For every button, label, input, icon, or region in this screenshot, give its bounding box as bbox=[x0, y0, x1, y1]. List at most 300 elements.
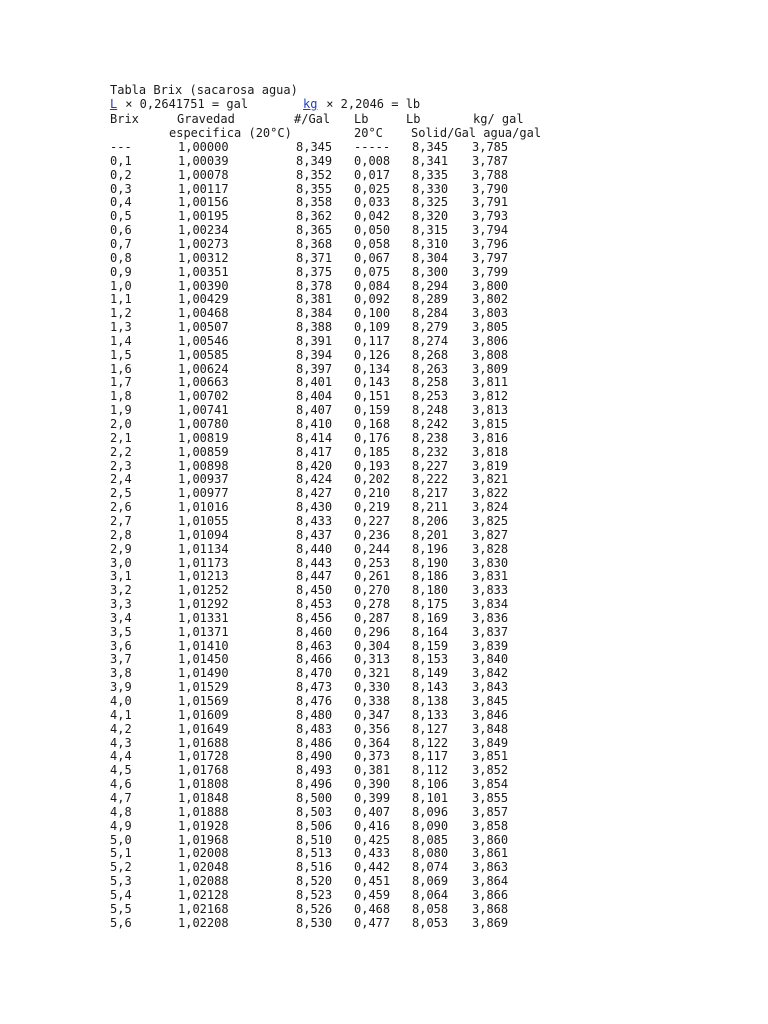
lb-solid-cell: 0,451 bbox=[354, 874, 391, 888]
lb-per-gal-cell: 8,358 bbox=[296, 195, 333, 210]
kg-per-gal-cell: 3,836 bbox=[472, 610, 509, 625]
lb-solid-cell: 0,075 bbox=[354, 264, 391, 279]
lb-solid-cell: 0,151 bbox=[354, 389, 391, 404]
kg-per-gal-cell: 3,831 bbox=[472, 569, 509, 584]
lb-solid-cell: 0,304 bbox=[354, 638, 391, 653]
gravedad-cell: 1,00546 bbox=[178, 333, 229, 348]
gravedad-cell: 1,01450 bbox=[178, 652, 229, 667]
brix-cell: 3,4 bbox=[110, 610, 132, 625]
lb-per-gal-cell: 8,362 bbox=[296, 209, 333, 224]
brix-cell: 1,2 bbox=[110, 306, 132, 321]
lb-agua-cell: 8,180 bbox=[412, 583, 449, 598]
gravedad-cell: 1,01094 bbox=[178, 527, 229, 542]
brix-cell: 2,2 bbox=[110, 444, 132, 459]
lb-per-gal-cell: 8,384 bbox=[296, 306, 333, 321]
brix-cell: 1,9 bbox=[110, 403, 132, 418]
kg-per-gal-cell: 3,848 bbox=[472, 721, 509, 736]
header-lb-solid: Lb bbox=[354, 112, 369, 126]
lb-solid-cell: 0,270 bbox=[354, 583, 391, 598]
kg-per-gal-cell: 3,791 bbox=[472, 195, 509, 210]
brix-cell: 5,3 bbox=[110, 874, 132, 888]
lb-per-gal-cell: 8,391 bbox=[296, 333, 333, 348]
lb-agua-cell: 8,330 bbox=[412, 181, 449, 196]
gravedad-cell: 1,01292 bbox=[178, 597, 229, 611]
brix-cell: 4,2 bbox=[110, 721, 132, 736]
brix-cell: 2,3 bbox=[110, 458, 132, 473]
lb-solid-cell: 0,296 bbox=[354, 624, 391, 639]
lb-agua-cell: 8,106 bbox=[412, 777, 449, 792]
lb-solid-cell: 0,159 bbox=[354, 403, 391, 418]
lb-solid-cell: 0,126 bbox=[354, 347, 391, 362]
kg-per-gal-cell: 3,822 bbox=[472, 486, 509, 501]
gravedad-cell: 1,02048 bbox=[178, 860, 229, 875]
brix-cell: 0,8 bbox=[110, 250, 132, 265]
gravedad-cell: 1,00156 bbox=[178, 195, 229, 210]
gravedad-cell: 1,01649 bbox=[178, 721, 229, 736]
conversion-liters-line bbox=[110, 97, 249, 111]
header-gravedad: Gravedad bbox=[177, 112, 235, 126]
lb-solid-cell: 0,425 bbox=[354, 832, 391, 847]
lb-per-gal-cell: 8,365 bbox=[296, 223, 333, 238]
kg-per-gal-cell: 3,843 bbox=[472, 680, 509, 695]
brix-cell: 3,8 bbox=[110, 666, 132, 681]
lb-agua-cell: 8,345 bbox=[412, 140, 449, 154]
kg-per-gal-cell: 3,793 bbox=[472, 209, 509, 224]
lb-agua-cell: 8,201 bbox=[412, 527, 449, 542]
lb-agua-cell: 8,242 bbox=[412, 417, 449, 431]
gravedad-cell: 1,00351 bbox=[178, 264, 229, 279]
brix-cell: 3,2 bbox=[110, 583, 132, 598]
brix-cell: 4,0 bbox=[110, 694, 132, 708]
liters-link[interactable]: L bbox=[110, 97, 118, 111]
lb-agua-cell: 8,153 bbox=[412, 652, 449, 667]
brix-cell: 1,4 bbox=[110, 333, 132, 348]
brix-cell: 2,1 bbox=[110, 430, 132, 445]
gravedad-cell: 1,01213 bbox=[178, 569, 229, 584]
brix-cell: 4,6 bbox=[110, 777, 132, 792]
kg-per-gal-cell: 3,866 bbox=[472, 887, 509, 902]
gravedad-cell: 1,02168 bbox=[178, 901, 229, 916]
lb-solid-cell: 0,381 bbox=[354, 763, 391, 778]
lb-per-gal-cell: 8,352 bbox=[296, 167, 333, 182]
brix-cell: 0,5 bbox=[110, 209, 132, 224]
lb-solid-cell: 0,407 bbox=[354, 804, 391, 819]
gravedad-cell: 1,00780 bbox=[178, 417, 229, 431]
lb-solid-cell: 0,459 bbox=[354, 887, 391, 902]
brix-cell: 3,7 bbox=[110, 652, 132, 667]
kg-per-gal-cell: 3,800 bbox=[472, 278, 509, 293]
lb-per-gal-cell: 8,480 bbox=[296, 707, 333, 722]
lb-per-gal-cell: 8,526 bbox=[296, 901, 333, 916]
lb-per-gal-cell: 8,440 bbox=[296, 541, 333, 556]
lb-per-gal-cell: 8,513 bbox=[296, 846, 333, 861]
kg-conversion-text: × 2,2046 = lb bbox=[319, 97, 421, 111]
lb-agua-cell: 8,211 bbox=[412, 500, 449, 515]
lb-solid-cell: 0,193 bbox=[354, 458, 391, 473]
kg-per-gal-cell: 3,828 bbox=[472, 541, 509, 556]
lb-solid-cell: 0,356 bbox=[354, 721, 391, 736]
gravedad-cell: 1,00977 bbox=[178, 486, 229, 501]
brix-cell: 2,6 bbox=[110, 500, 132, 515]
gravedad-cell: 1,01609 bbox=[178, 707, 229, 722]
lb-per-gal-cell: 8,368 bbox=[296, 236, 333, 251]
brix-cell: 4,4 bbox=[110, 749, 132, 764]
lb-agua-cell: 8,284 bbox=[412, 306, 449, 321]
gravedad-cell: 1,00039 bbox=[178, 153, 229, 168]
kg-per-gal-cell: 3,821 bbox=[472, 472, 509, 487]
lb-per-gal-cell: 8,516 bbox=[296, 860, 333, 875]
liters-conversion-text: × 0,2641751 = gal bbox=[118, 97, 249, 111]
lb-solid-cell: 0,176 bbox=[354, 430, 391, 445]
kg-per-gal-cell: 3,858 bbox=[472, 818, 509, 833]
lb-solid-cell: 0,278 bbox=[354, 597, 391, 611]
lb-agua-cell: 8,279 bbox=[412, 320, 449, 334]
lb-agua-cell: 8,069 bbox=[412, 874, 449, 888]
kg-per-gal-cell: 3,811 bbox=[472, 375, 509, 390]
lb-solid-cell: 0,117 bbox=[354, 333, 391, 348]
header-solid-agua: Solid/Gal agua/gal bbox=[411, 126, 542, 140]
kg-per-gal-cell: 3,812 bbox=[472, 389, 509, 404]
lb-agua-cell: 8,294 bbox=[412, 278, 449, 293]
lb-agua-cell: 8,206 bbox=[412, 514, 449, 528]
lb-per-gal-cell: 8,394 bbox=[296, 347, 333, 362]
lb-agua-cell: 8,149 bbox=[412, 666, 449, 681]
gravedad-cell: 1,00234 bbox=[178, 223, 229, 238]
gravedad-cell: 1,01410 bbox=[178, 638, 229, 653]
brix-cell: 5,1 bbox=[110, 846, 132, 861]
kg-per-gal-cell: 3,851 bbox=[472, 749, 509, 764]
brix-cell: 1,0 bbox=[110, 278, 132, 293]
brix-cell: 3,3 bbox=[110, 597, 132, 611]
lb-per-gal-cell: 8,490 bbox=[296, 749, 333, 764]
lb-solid-cell: 0,442 bbox=[354, 860, 391, 875]
kg-per-gal-cell: 3,796 bbox=[472, 236, 509, 251]
lb-solid-cell: 0,321 bbox=[354, 666, 391, 681]
lb-solid-cell: 0,100 bbox=[354, 306, 391, 321]
kg-per-gal-cell: 3,790 bbox=[472, 181, 509, 196]
kg-per-gal-cell: 3,839 bbox=[472, 638, 509, 653]
lb-agua-cell: 8,325 bbox=[412, 195, 449, 210]
brix-cell: 0,9 bbox=[110, 264, 132, 279]
lb-per-gal-cell: 8,450 bbox=[296, 583, 333, 598]
lb-agua-cell: 8,248 bbox=[412, 403, 449, 418]
lb-agua-cell: 8,227 bbox=[412, 458, 449, 473]
gravedad-cell: 1,01569 bbox=[178, 694, 229, 708]
lb-agua-cell: 8,222 bbox=[412, 472, 449, 487]
gravedad-cell: 1,00624 bbox=[178, 361, 229, 376]
lb-solid-cell: 0,134 bbox=[354, 361, 391, 376]
brix-cell: 3,0 bbox=[110, 555, 132, 570]
gravedad-cell: 1,00741 bbox=[178, 403, 229, 418]
kg-per-gal-cell: 3,819 bbox=[472, 458, 509, 473]
kg-per-gal-cell: 3,830 bbox=[472, 555, 509, 570]
lb-solid-cell: 0,168 bbox=[354, 417, 391, 431]
lb-solid-cell: 0,050 bbox=[354, 223, 391, 238]
lb-solid-cell: 0,433 bbox=[354, 846, 391, 861]
lb-per-gal-cell: 8,420 bbox=[296, 458, 333, 473]
kg-per-gal-cell: 3,815 bbox=[472, 417, 509, 431]
gravedad-cell: 1,02208 bbox=[178, 915, 229, 930]
lb-solid-cell: 0,227 bbox=[354, 514, 391, 528]
lb-per-gal-cell: 8,506 bbox=[296, 818, 333, 833]
gravedad-cell: 1,01688 bbox=[178, 735, 229, 750]
header-lb-agua: Lb bbox=[406, 112, 421, 126]
gravedad-cell: 1,00078 bbox=[178, 167, 229, 182]
gravedad-cell: 1,00273 bbox=[178, 236, 229, 251]
lb-agua-cell: 8,133 bbox=[412, 707, 449, 722]
lb-solid-cell: 0,330 bbox=[354, 680, 391, 695]
lb-agua-cell: 8,304 bbox=[412, 250, 449, 265]
brix-cell: 4,5 bbox=[110, 763, 132, 778]
lb-agua-cell: 8,268 bbox=[412, 347, 449, 362]
lb-agua-cell: 8,335 bbox=[412, 167, 449, 182]
kg-per-gal-cell: 3,813 bbox=[472, 403, 509, 418]
lb-per-gal-cell: 8,456 bbox=[296, 610, 333, 625]
lb-agua-cell: 8,117 bbox=[412, 749, 449, 764]
header-row-1 bbox=[0, 112, 524, 126]
lb-solid-cell: 0,347 bbox=[354, 707, 391, 722]
kg-per-gal-cell: 3,852 bbox=[472, 763, 509, 778]
lb-per-gal-cell: 8,460 bbox=[296, 624, 333, 639]
brix-cell: 4,7 bbox=[110, 790, 132, 805]
brix-cell: 1,5 bbox=[110, 347, 132, 362]
table-title: Tabla Brix (sacarosa agua) bbox=[110, 83, 298, 97]
lb-agua-cell: 8,085 bbox=[412, 832, 449, 847]
lb-solid-cell: 0,244 bbox=[354, 541, 391, 556]
lb-solid-cell: 0,477 bbox=[354, 915, 391, 930]
lb-per-gal-cell: 8,470 bbox=[296, 666, 333, 681]
kg-per-gal-cell: 3,802 bbox=[472, 292, 509, 307]
brix-cell: --- bbox=[110, 140, 132, 154]
brix-cell: 1,1 bbox=[110, 292, 132, 307]
gravedad-cell: 1,01848 bbox=[178, 790, 229, 805]
header-lb-per-gal: #/Gal bbox=[294, 112, 331, 126]
lb-solid-cell: 0,390 bbox=[354, 777, 391, 792]
header-brix: Brix bbox=[110, 112, 139, 126]
lb-agua-cell: 8,315 bbox=[412, 223, 449, 238]
lb-per-gal-cell: 8,493 bbox=[296, 763, 333, 778]
kg-per-gal-cell: 3,840 bbox=[472, 652, 509, 667]
lb-agua-cell: 8,064 bbox=[412, 887, 449, 902]
kg-link[interactable]: kg bbox=[303, 97, 318, 111]
gravedad-cell: 1,02008 bbox=[178, 846, 229, 861]
brix-cell: 1,6 bbox=[110, 361, 132, 376]
lb-solid-cell: 0,067 bbox=[354, 250, 391, 265]
gravedad-cell: 1,01055 bbox=[178, 514, 229, 528]
gravedad-cell: 1,01371 bbox=[178, 624, 229, 639]
brix-cell: 4,8 bbox=[110, 804, 132, 819]
brix-cell: 2,7 bbox=[110, 514, 132, 528]
lb-solid-cell: 0,253 bbox=[354, 555, 391, 570]
lb-per-gal-cell: 8,466 bbox=[296, 652, 333, 667]
lb-agua-cell: 8,263 bbox=[412, 361, 449, 376]
brix-cell: 0,2 bbox=[110, 167, 132, 182]
lb-per-gal-cell: 8,520 bbox=[296, 874, 333, 888]
kg-per-gal-cell: 3,834 bbox=[472, 597, 509, 611]
kg-per-gal-cell: 3,816 bbox=[472, 430, 509, 445]
lb-agua-cell: 8,127 bbox=[412, 721, 449, 736]
kg-per-gal-cell: 3,809 bbox=[472, 361, 509, 376]
kg-per-gal-cell: 3,868 bbox=[472, 901, 509, 916]
lb-agua-cell: 8,175 bbox=[412, 597, 449, 611]
gravedad-cell: 1,00468 bbox=[178, 306, 229, 321]
lb-per-gal-cell: 8,388 bbox=[296, 320, 333, 334]
lb-per-gal-cell: 8,443 bbox=[296, 555, 333, 570]
kg-per-gal-cell: 3,845 bbox=[472, 694, 509, 708]
lb-per-gal-cell: 8,404 bbox=[296, 389, 333, 404]
brix-cell: 2,4 bbox=[110, 472, 132, 487]
lb-per-gal-cell: 8,463 bbox=[296, 638, 333, 653]
lb-per-gal-cell: 8,424 bbox=[296, 472, 333, 487]
gravedad-cell: 1,00663 bbox=[178, 375, 229, 390]
gravedad-cell: 1,01252 bbox=[178, 583, 229, 598]
lb-per-gal-cell: 8,486 bbox=[296, 735, 333, 750]
kg-per-gal-cell: 3,818 bbox=[472, 444, 509, 459]
lb-per-gal-cell: 8,345 bbox=[296, 140, 333, 154]
brix-cell: 1,7 bbox=[110, 375, 132, 390]
lb-agua-cell: 8,320 bbox=[412, 209, 449, 224]
gravedad-cell: 1,02128 bbox=[178, 887, 229, 902]
kg-per-gal-cell: 3,788 bbox=[472, 167, 509, 182]
lb-per-gal-cell: 8,430 bbox=[296, 500, 333, 515]
lb-agua-cell: 8,196 bbox=[412, 541, 449, 556]
brix-cell: 4,9 bbox=[110, 818, 132, 833]
lb-solid-cell: ----- bbox=[354, 140, 391, 154]
brix-cell: 0,4 bbox=[110, 195, 132, 210]
brix-cell: 3,9 bbox=[110, 680, 132, 695]
lb-per-gal-cell: 8,401 bbox=[296, 375, 333, 390]
brix-cell: 2,9 bbox=[110, 541, 132, 556]
lb-per-gal-cell: 8,510 bbox=[296, 832, 333, 847]
lb-agua-cell: 8,289 bbox=[412, 292, 449, 307]
brix-cell: 3,1 bbox=[110, 569, 132, 584]
gravedad-cell: 1,00859 bbox=[178, 444, 229, 459]
kg-per-gal-cell: 3,806 bbox=[472, 333, 509, 348]
lb-agua-cell: 8,238 bbox=[412, 430, 449, 445]
brix-cell: 2,0 bbox=[110, 417, 132, 431]
brix-cell: 5,5 bbox=[110, 901, 132, 916]
lb-per-gal-cell: 8,483 bbox=[296, 721, 333, 736]
lb-solid-cell: 0,202 bbox=[354, 472, 391, 487]
lb-agua-cell: 8,253 bbox=[412, 389, 449, 404]
lb-per-gal-cell: 8,407 bbox=[296, 403, 333, 418]
kg-per-gal-cell: 3,808 bbox=[472, 347, 509, 362]
kg-per-gal-cell: 3,837 bbox=[472, 624, 509, 639]
kg-per-gal-cell: 3,864 bbox=[472, 874, 509, 888]
lb-per-gal-cell: 8,414 bbox=[296, 430, 333, 445]
lb-agua-cell: 8,096 bbox=[412, 804, 449, 819]
header-temperature: 20°C bbox=[354, 126, 383, 140]
gravedad-cell: 1,00702 bbox=[178, 389, 229, 404]
gravedad-cell: 1,00819 bbox=[178, 430, 229, 445]
lb-per-gal-cell: 8,378 bbox=[296, 278, 333, 293]
brix-cell: 5,4 bbox=[110, 887, 132, 902]
lb-solid-cell: 0,109 bbox=[354, 320, 391, 334]
lb-per-gal-cell: 8,500 bbox=[296, 790, 333, 805]
lb-agua-cell: 8,310 bbox=[412, 236, 449, 251]
kg-per-gal-cell: 3,787 bbox=[472, 153, 509, 168]
lb-solid-cell: 0,025 bbox=[354, 181, 391, 196]
lb-solid-cell: 0,287 bbox=[354, 610, 391, 625]
brix-cell: 5,2 bbox=[110, 860, 132, 875]
kg-per-gal-cell: 3,860 bbox=[472, 832, 509, 847]
lb-agua-cell: 8,143 bbox=[412, 680, 449, 695]
lb-solid-cell: 0,416 bbox=[354, 818, 391, 833]
lb-solid-cell: 0,017 bbox=[354, 167, 391, 182]
lb-per-gal-cell: 8,355 bbox=[296, 181, 333, 196]
lb-agua-cell: 8,080 bbox=[412, 846, 449, 861]
gravedad-cell: 1,02088 bbox=[178, 874, 229, 888]
lb-solid-cell: 0,468 bbox=[354, 901, 391, 916]
lb-agua-cell: 8,190 bbox=[412, 555, 449, 570]
brix-cell: 1,8 bbox=[110, 389, 132, 404]
gravedad-cell: 1,00117 bbox=[178, 181, 229, 196]
lb-solid-cell: 0,008 bbox=[354, 153, 391, 168]
kg-per-gal-cell: 3,854 bbox=[472, 777, 509, 792]
lb-solid-cell: 0,084 bbox=[354, 278, 391, 293]
lb-per-gal-cell: 8,447 bbox=[296, 569, 333, 584]
lb-agua-cell: 8,159 bbox=[412, 638, 449, 653]
lb-solid-cell: 0,042 bbox=[354, 209, 391, 224]
lb-solid-cell: 0,185 bbox=[354, 444, 391, 459]
lb-agua-cell: 8,053 bbox=[412, 915, 449, 930]
lb-agua-cell: 8,074 bbox=[412, 860, 449, 875]
lb-per-gal-cell: 8,397 bbox=[296, 361, 333, 376]
brix-cell: 0,6 bbox=[110, 223, 132, 238]
brix-cell: 1,3 bbox=[110, 320, 132, 334]
kg-per-gal-cell: 3,803 bbox=[472, 306, 509, 321]
lb-solid-cell: 0,219 bbox=[354, 500, 391, 515]
kg-per-gal-cell: 3,825 bbox=[472, 514, 509, 528]
kg-per-gal-cell: 3,799 bbox=[472, 264, 509, 279]
lb-per-gal-cell: 8,530 bbox=[296, 915, 333, 930]
kg-per-gal-cell: 3,797 bbox=[472, 250, 509, 265]
lb-per-gal-cell: 8,371 bbox=[296, 250, 333, 265]
gravedad-cell: 1,01490 bbox=[178, 666, 229, 681]
lb-agua-cell: 8,122 bbox=[412, 735, 449, 750]
lb-solid-cell: 0,364 bbox=[354, 735, 391, 750]
lb-per-gal-cell: 8,375 bbox=[296, 264, 333, 279]
kg-per-gal-cell: 3,785 bbox=[472, 140, 509, 154]
lb-per-gal-cell: 8,473 bbox=[296, 680, 333, 695]
lb-per-gal-cell: 8,503 bbox=[296, 804, 333, 819]
gravedad-cell: 1,00898 bbox=[178, 458, 229, 473]
brix-cell: 4,3 bbox=[110, 735, 132, 750]
gravedad-cell: 1,01529 bbox=[178, 680, 229, 695]
gravedad-cell: 1,01728 bbox=[178, 749, 229, 764]
lb-per-gal-cell: 8,453 bbox=[296, 597, 333, 611]
gravedad-cell: 1,00937 bbox=[178, 472, 229, 487]
lb-per-gal-cell: 8,417 bbox=[296, 444, 333, 459]
kg-per-gal-cell: 3,855 bbox=[472, 790, 509, 805]
gravedad-cell: 1,01808 bbox=[178, 777, 229, 792]
lb-solid-cell: 0,058 bbox=[354, 236, 391, 251]
lb-agua-cell: 8,058 bbox=[412, 901, 449, 916]
lb-agua-cell: 8,112 bbox=[412, 763, 449, 778]
gravedad-cell: 1,01928 bbox=[178, 818, 229, 833]
header-row-2 bbox=[0, 126, 542, 140]
gravedad-cell: 1,01173 bbox=[178, 555, 229, 570]
lb-per-gal-cell: 8,349 bbox=[296, 153, 333, 168]
brix-cell: 2,8 bbox=[110, 527, 132, 542]
gravedad-cell: 1,00195 bbox=[178, 209, 229, 224]
lb-per-gal-cell: 8,496 bbox=[296, 777, 333, 792]
gravedad-cell: 1,00312 bbox=[178, 250, 229, 265]
kg-per-gal-cell: 3,824 bbox=[472, 500, 509, 515]
brix-cell: 4,1 bbox=[110, 707, 132, 722]
lb-agua-cell: 8,101 bbox=[412, 790, 449, 805]
conversion-kg-line bbox=[303, 97, 421, 111]
